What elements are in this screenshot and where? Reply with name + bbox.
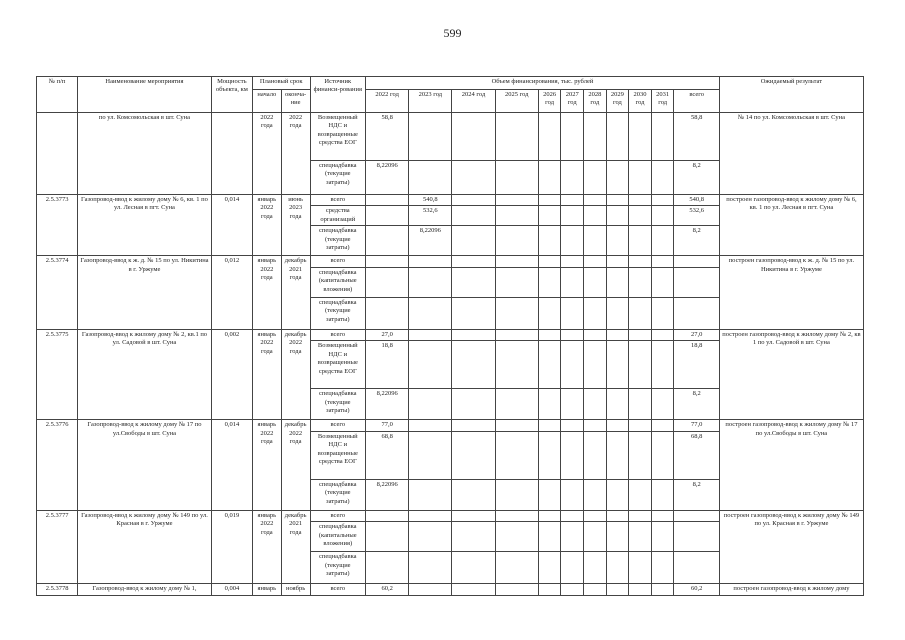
row-year-value: [452, 297, 495, 329]
row-year-value: 77,0: [366, 420, 409, 431]
row-year-value: 58,8: [366, 113, 409, 161]
row-source: всего: [310, 584, 366, 595]
row-year-value: [561, 329, 584, 340]
header-total: всего: [674, 90, 719, 113]
row-year-value: [651, 522, 674, 552]
header-year: 2031 год: [651, 90, 674, 113]
row-end: декабрь 2022 года: [281, 420, 310, 510]
row-year-value: [366, 195, 409, 206]
row-name: Газопровод-ввод к ж. д. № 15 по ул. Никитина в г. Уржуме: [78, 256, 212, 329]
row-year-value: 540,8: [409, 195, 452, 206]
row-year-value: [629, 195, 652, 206]
row-year-value: [629, 510, 652, 521]
header-term-start: начало: [252, 90, 281, 113]
row-year-value: [606, 431, 629, 479]
row-total: [674, 256, 719, 267]
row-year-value: [538, 297, 561, 329]
row-year-value: [538, 420, 561, 431]
row-result: построен газопровод-ввод к жилому дому № 2, кв 1 по ул. Садовой в шт. Суна: [719, 329, 863, 419]
row-year-value: [561, 267, 584, 297]
table-row: [37, 420, 864, 431]
row-year-value: [495, 256, 538, 267]
row-number: 2.5.3774: [37, 256, 78, 329]
row-year-value: 532,6: [409, 206, 452, 226]
row-year-value: 27,0: [366, 329, 409, 340]
row-year-value: [366, 267, 409, 297]
row-year-value: [366, 226, 409, 256]
row-year-value: [584, 431, 607, 479]
row-total: 540,8: [674, 195, 719, 206]
row-year-value: [366, 297, 409, 329]
header-term-end: оконча-ние: [281, 90, 310, 113]
funding-table: [36, 76, 864, 596]
row-year-value: [651, 206, 674, 226]
row-year-value: [606, 206, 629, 226]
row-year-value: [584, 267, 607, 297]
row-year-value: [629, 420, 652, 431]
row-start: январь 2022 года: [252, 510, 281, 583]
row-total: [674, 267, 719, 297]
page-number: 599: [443, 26, 462, 40]
row-year-value: [409, 431, 452, 479]
row-year-value: [538, 267, 561, 297]
row-year-value: [409, 584, 452, 595]
header-year: 2028 год: [584, 90, 607, 113]
header-capacity: Мощность объекта, км: [211, 77, 252, 113]
row-year-value: [538, 510, 561, 521]
row-year-value: [366, 256, 409, 267]
row-year-value: [538, 552, 561, 584]
header-name: Наименование мероприятия: [78, 77, 212, 113]
row-year-value: [366, 206, 409, 226]
row-name: Газопровод-ввод к жилому дому № 1,: [78, 584, 212, 595]
row-name: по ул. Комсомольская в шт. Суна: [78, 113, 212, 195]
row-year-value: [409, 161, 452, 195]
row-year-value: [452, 113, 495, 161]
row-name: Газопровод-ввод к жилому дому № 149 по ул. Красная в г. Уржуме: [78, 510, 212, 583]
row-source: спецнадбавка (капитальные вложения): [310, 522, 366, 552]
row-year-value: [495, 226, 538, 256]
row-year-value: [538, 113, 561, 161]
row-year-value: [561, 584, 584, 595]
header-year: 2023 год: [409, 90, 452, 113]
row-year-value: [561, 341, 584, 389]
row-year-value: [495, 510, 538, 521]
row-source: спецнадбавка (текущие затраты): [310, 161, 366, 195]
row-year-value: [606, 297, 629, 329]
row-year-value: [409, 297, 452, 329]
table-row: [37, 113, 864, 161]
row-end: декабрь 2021 года: [281, 510, 310, 583]
row-year-value: [561, 552, 584, 584]
row-number: 2.5.3775: [37, 329, 78, 419]
row-year-value: [452, 431, 495, 479]
row-year-value: [651, 584, 674, 595]
row-total: 532,6: [674, 206, 719, 226]
row-year-value: [606, 420, 629, 431]
row-year-value: [538, 329, 561, 340]
row-year-value: [538, 479, 561, 510]
row-year-value: [606, 479, 629, 510]
row-year-value: [651, 113, 674, 161]
row-year-value: [629, 267, 652, 297]
row-capacity: 0,014: [211, 420, 252, 510]
row-year-value: [495, 389, 538, 420]
row-year-value: [561, 479, 584, 510]
row-year-value: [409, 510, 452, 521]
row-end: ноябрь: [281, 584, 310, 595]
row-year-value: [606, 329, 629, 340]
row-year-value: [495, 161, 538, 195]
row-year-value: [538, 256, 561, 267]
row-source: всего: [310, 329, 366, 340]
row-year-value: [651, 552, 674, 584]
row-year-value: [606, 226, 629, 256]
row-year-value: [538, 226, 561, 256]
row-number: 2.5.3773: [37, 195, 78, 256]
row-capacity: [211, 113, 252, 195]
row-year-value: [629, 297, 652, 329]
row-year-value: [538, 431, 561, 479]
header-year: 2027 год: [561, 90, 584, 113]
row-year-value: [452, 510, 495, 521]
row-year-value: [584, 206, 607, 226]
row-year-value: [606, 584, 629, 595]
row-year-value: 8,22096: [366, 389, 409, 420]
row-start: 2022 года: [252, 113, 281, 195]
row-year-value: [651, 195, 674, 206]
row-year-value: [584, 341, 607, 389]
row-year-value: [561, 113, 584, 161]
header-source: Источник финанси-рования: [310, 77, 366, 113]
row-year-value: [495, 431, 538, 479]
row-year-value: [584, 195, 607, 206]
row-source: средства организаций: [310, 206, 366, 226]
row-year-value: [629, 479, 652, 510]
row-year-value: [495, 113, 538, 161]
row-year-value: [629, 206, 652, 226]
row-year-value: [409, 329, 452, 340]
row-result: построен газопровод-ввод к жилому дому № 149 по ул. Красная в г. Уржуме: [719, 510, 863, 583]
row-end: декабрь 2022 года: [281, 329, 310, 419]
row-year-value: [629, 389, 652, 420]
row-year-value: [409, 552, 452, 584]
row-year-value: [495, 341, 538, 389]
row-year-value: [561, 161, 584, 195]
row-name: Газопровод-ввод к жилому дому № 6, кв. 1 по ул. Лесная в пгт. Суна: [78, 195, 212, 256]
row-year-value: [584, 479, 607, 510]
row-year-value: [538, 161, 561, 195]
row-source: спецнадбавка (текущие затраты): [310, 389, 366, 420]
row-year-value: [629, 226, 652, 256]
row-capacity: 0,004: [211, 584, 252, 595]
row-total: [674, 510, 719, 521]
row-source: всего: [310, 195, 366, 206]
row-total: 68,8: [674, 431, 719, 479]
row-year-value: [452, 552, 495, 584]
row-number: [37, 113, 78, 195]
row-year-value: [538, 522, 561, 552]
row-year-value: [561, 420, 584, 431]
row-year-value: [606, 341, 629, 389]
row-start: январь 2022 года: [252, 256, 281, 329]
row-result: построен газопровод-ввод к ж. д. № 15 по ул. Никитина в г. Уржуме: [719, 256, 863, 329]
row-number: 2.5.3776: [37, 420, 78, 510]
row-year-value: [651, 341, 674, 389]
header-year: 2030 год: [629, 90, 652, 113]
row-year-value: [452, 161, 495, 195]
row-year-value: [629, 522, 652, 552]
row-year-value: [452, 420, 495, 431]
row-source: спецнадбавка (капитальные вложения): [310, 267, 366, 297]
row-year-value: [538, 389, 561, 420]
row-year-value: [561, 297, 584, 329]
row-year-value: [629, 431, 652, 479]
row-year-value: [584, 329, 607, 340]
row-year-value: [452, 329, 495, 340]
row-year-value: [629, 341, 652, 389]
row-total: [674, 552, 719, 584]
row-year-value: [561, 510, 584, 521]
row-year-value: [606, 389, 629, 420]
row-year-value: [495, 195, 538, 206]
row-total: [674, 297, 719, 329]
row-year-value: [409, 479, 452, 510]
row-year-value: [409, 113, 452, 161]
header-year: 2026 год: [538, 90, 561, 113]
row-name: Газопровод-ввод к жилому дому № 17 по ул.Свободы в шт. Суна: [78, 420, 212, 510]
row-year-value: [606, 522, 629, 552]
row-year-value: [495, 552, 538, 584]
row-year-value: [606, 267, 629, 297]
row-result: построен газопровод-ввод к жилому дому № 17 по ул.Свободы в шт. Суна: [719, 420, 863, 510]
row-year-value: [606, 510, 629, 521]
row-year-value: [538, 195, 561, 206]
row-year-value: [452, 267, 495, 297]
row-year-value: [629, 584, 652, 595]
row-year-value: [452, 341, 495, 389]
row-year-value: [561, 206, 584, 226]
header-year: 2029 год: [606, 90, 629, 113]
row-year-value: [584, 161, 607, 195]
row-name: Газопровод-ввод к жилому дому № 2, кв.1 по ул. Садовой в шт. Суна: [78, 329, 212, 419]
row-year-value: [366, 510, 409, 521]
row-year-value: [561, 195, 584, 206]
row-source: всего: [310, 510, 366, 521]
row-year-value: [651, 479, 674, 510]
row-total: 77,0: [674, 420, 719, 431]
row-year-value: [584, 113, 607, 161]
row-year-value: [452, 522, 495, 552]
row-year-value: [409, 389, 452, 420]
row-year-value: [561, 226, 584, 256]
row-year-value: [495, 329, 538, 340]
row-year-value: [409, 420, 452, 431]
row-capacity: 0,014: [211, 195, 252, 256]
row-start: январь 2022 года: [252, 420, 281, 510]
row-year-value: [452, 256, 495, 267]
row-total: 27,0: [674, 329, 719, 340]
row-source: Возмещенный НДС и возвращенные средства ЕОГ: [310, 431, 366, 479]
row-year-value: [366, 522, 409, 552]
row-total: 18,8: [674, 341, 719, 389]
row-year-value: [606, 161, 629, 195]
row-total: 8,2: [674, 389, 719, 420]
row-total: 8,2: [674, 226, 719, 256]
row-number: 2.5.3778: [37, 584, 78, 595]
header-result: Ожидаемый результат: [719, 77, 863, 113]
header-year: 2022 год: [366, 90, 409, 113]
row-capacity: 0,002: [211, 329, 252, 419]
row-year-value: [629, 329, 652, 340]
row-year-value: [629, 552, 652, 584]
row-start: январь 2022 года: [252, 329, 281, 419]
row-year-value: [651, 389, 674, 420]
row-year-value: 18,8: [366, 341, 409, 389]
header-row: [37, 77, 864, 90]
row-result: построен газопровод-ввод к жилому дому № 6, кв. 1 по ул. Лесная в пгт. Суна: [719, 195, 863, 256]
row-year-value: [651, 431, 674, 479]
row-total: [674, 522, 719, 552]
row-number: 2.5.3777: [37, 510, 78, 583]
row-year-value: [495, 297, 538, 329]
row-year-value: [409, 341, 452, 389]
row-source: Возмещенный НДС и возвращенные средства ЕОГ: [310, 113, 366, 161]
row-year-value: [651, 420, 674, 431]
row-year-value: [538, 341, 561, 389]
row-year-value: 60,2: [366, 584, 409, 595]
row-year-value: [538, 206, 561, 226]
row-year-value: [452, 584, 495, 595]
row-year-value: [584, 389, 607, 420]
row-year-value: [584, 552, 607, 584]
row-year-value: [495, 479, 538, 510]
row-year-value: [495, 206, 538, 226]
row-year-value: [629, 256, 652, 267]
row-year-value: [606, 195, 629, 206]
table-row: [37, 329, 864, 340]
row-year-value: [584, 510, 607, 521]
row-result: № 14 по ул. Комсомольская в шт. Суна: [719, 113, 863, 195]
row-start: январь 2022 года: [252, 195, 281, 256]
row-year-value: [561, 522, 584, 552]
row-year-value: [651, 297, 674, 329]
row-total: 60,2: [674, 584, 719, 595]
row-year-value: [584, 584, 607, 595]
row-end: июнь 2023 года: [281, 195, 310, 256]
row-year-value: [409, 522, 452, 552]
row-total: 8,2: [674, 161, 719, 195]
row-year-value: [409, 267, 452, 297]
row-source: Возмещенный НДС и возвращенные средства ЕОГ: [310, 341, 366, 389]
row-start: январь: [252, 584, 281, 595]
row-year-value: [651, 256, 674, 267]
row-year-value: [584, 226, 607, 256]
row-year-value: [584, 297, 607, 329]
row-year-value: [606, 552, 629, 584]
header-term: Плановый срок: [252, 77, 310, 90]
row-source: спецнадбавка (текущие затраты): [310, 226, 366, 256]
row-year-value: [452, 479, 495, 510]
row-source: спецнадбавка (текущие затраты): [310, 552, 366, 584]
row-year-value: [651, 161, 674, 195]
row-year-value: [366, 552, 409, 584]
row-year-value: [584, 420, 607, 431]
row-source: спецнадбавка (текущие затраты): [310, 479, 366, 510]
row-year-value: [452, 195, 495, 206]
row-year-value: 68,8: [366, 431, 409, 479]
row-result: построен газопровод-ввод к жилому дому: [719, 584, 863, 595]
row-source: спецнадбавка (текущие затраты): [310, 297, 366, 329]
row-year-value: [651, 267, 674, 297]
table-row: [37, 584, 864, 595]
row-year-value: [452, 206, 495, 226]
row-source: всего: [310, 256, 366, 267]
row-total: 58,8: [674, 113, 719, 161]
row-capacity: 0,012: [211, 256, 252, 329]
row-year-value: 8,22096: [366, 161, 409, 195]
row-year-value: [651, 226, 674, 256]
row-capacity: 0,019: [211, 510, 252, 583]
row-year-value: [495, 420, 538, 431]
row-total: 8,2: [674, 479, 719, 510]
row-year-value: [561, 256, 584, 267]
row-year-value: [561, 431, 584, 479]
row-year-value: [606, 113, 629, 161]
row-year-value: [651, 510, 674, 521]
row-year-value: [409, 256, 452, 267]
row-year-value: [584, 522, 607, 552]
row-year-value: [629, 113, 652, 161]
header-num: № п/п: [37, 77, 78, 113]
row-year-value: 8,22096: [409, 226, 452, 256]
row-year-value: [495, 522, 538, 552]
row-year-value: [538, 584, 561, 595]
row-year-value: [629, 161, 652, 195]
row-year-value: [452, 226, 495, 256]
header-year: 2024 год: [452, 90, 495, 113]
row-year-value: [584, 256, 607, 267]
header-funding: Объем финансирования, тыс. рублей: [366, 77, 720, 90]
row-end: 2022 года: [281, 113, 310, 195]
row-year-value: [651, 329, 674, 340]
table-row: [37, 510, 864, 521]
row-year-value: [452, 389, 495, 420]
row-year-value: [561, 389, 584, 420]
row-year-value: [495, 267, 538, 297]
row-year-value: [495, 584, 538, 595]
row-year-value: [606, 256, 629, 267]
header-year: 2025 год: [495, 90, 538, 113]
row-end: декабрь 2021 года: [281, 256, 310, 329]
row-year-value: 8,22096: [366, 479, 409, 510]
table-row: [37, 256, 864, 267]
table-row: [37, 195, 864, 206]
row-source: всего: [310, 420, 366, 431]
